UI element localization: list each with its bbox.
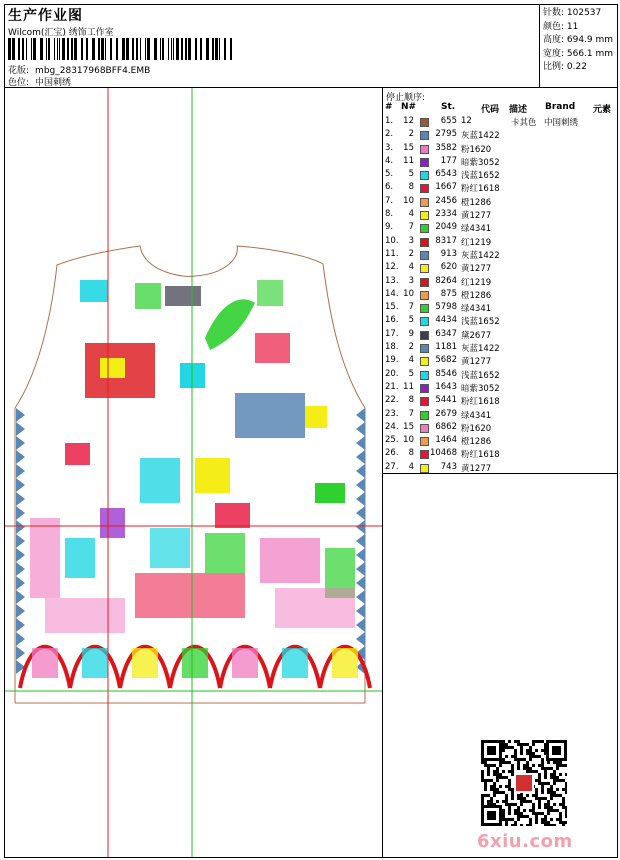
- row-code: 浅蓝1652: [461, 317, 500, 328]
- row-index: 2.: [385, 129, 394, 140]
- stop-sequence-row: [383, 289, 617, 302]
- row-needle: 10: [403, 195, 414, 206]
- stop-sequence-row: [383, 369, 617, 382]
- watermark: 6xiu.com: [477, 831, 573, 852]
- row-stitches: 6347: [435, 328, 457, 339]
- stop-sequence-row: [383, 182, 617, 195]
- row-code: 暗紫3052: [461, 157, 500, 168]
- row-code: 浅蓝1652: [461, 171, 500, 182]
- row-index: 10.: [385, 235, 399, 246]
- color-swatch: [420, 437, 429, 446]
- row-code: 粉红1618: [461, 450, 500, 461]
- stop-sequence-row: [383, 169, 617, 182]
- stop-sequence-row: [383, 209, 617, 222]
- row-stitches: 6862: [435, 421, 457, 432]
- color-swatch: [420, 251, 429, 260]
- row-stitches: 8546: [435, 368, 457, 379]
- row-code: 橙1286: [461, 290, 492, 301]
- row-needle: 7: [408, 408, 414, 419]
- row-index: 22.: [385, 395, 399, 406]
- color-swatch: [420, 224, 429, 233]
- color-swatch: [420, 171, 429, 180]
- stop-sequence-header: [383, 102, 617, 115]
- row-index: 17.: [385, 328, 399, 339]
- stop-sequence-row: [383, 329, 617, 342]
- row-code: 粉红1618: [461, 397, 500, 408]
- row-needle: 8: [408, 448, 414, 459]
- stop-sequence-rows: [383, 116, 617, 475]
- stop-sequence-row: [383, 276, 617, 289]
- color-swatch: [420, 264, 429, 273]
- color-swatch: [420, 411, 429, 420]
- company-name: Wilcom(汇宝) 绣饰工作室: [8, 28, 114, 38]
- design-file-value: mbg_28317968BFF4.EMB: [35, 66, 151, 76]
- row-code: 黄1277: [461, 463, 492, 474]
- row-index: 20.: [385, 368, 399, 379]
- row-needle: 8: [408, 182, 414, 193]
- row-needle: 5: [408, 315, 414, 326]
- row-index: 21.: [385, 381, 399, 392]
- stop-sequence-row: [383, 435, 617, 448]
- row-needle: 2: [408, 342, 414, 353]
- header-brand: Brand: [545, 102, 576, 112]
- row-stitches: 5682: [435, 355, 457, 366]
- row-stitches: 1643: [435, 381, 457, 392]
- row-index: 16.: [385, 315, 399, 326]
- row-code: 黄1277: [461, 357, 492, 368]
- row-needle: 7: [408, 302, 414, 313]
- row-needle: 15: [403, 142, 414, 153]
- row-stitches: 4434: [435, 315, 457, 326]
- colorway-label: 色位:: [8, 78, 30, 88]
- embroidery-preview: [5, 88, 383, 857]
- stop-sequence-row: [383, 448, 617, 461]
- row-stitches: 2049: [435, 222, 457, 233]
- design-width: 宽度: 566.1 mm: [543, 48, 614, 59]
- row-stitches: 620: [440, 262, 457, 273]
- row-needle: 9: [408, 328, 414, 339]
- row-code: 橙1286: [461, 197, 492, 208]
- color-swatch: [420, 238, 429, 247]
- row-needle: 4: [408, 461, 414, 472]
- stop-sequence-row: [383, 143, 617, 156]
- color-swatch: [420, 145, 429, 154]
- row-stitches: 875: [440, 288, 457, 299]
- colorway-field: [8, 75, 71, 88]
- header-info: [5, 5, 540, 88]
- row-code: 绿4341: [461, 224, 492, 235]
- stop-sequence-row: [383, 462, 617, 475]
- color-swatch: [420, 211, 429, 220]
- row-stitches: 1181: [435, 342, 457, 353]
- color-swatch: [420, 357, 429, 366]
- row-needle: 5: [408, 169, 414, 180]
- stop-sequence-title: 停止顺序:: [386, 93, 426, 103]
- color-swatch: [420, 384, 429, 393]
- row-needle: 10: [403, 288, 414, 299]
- row-code: 灰蓝1422: [461, 250, 500, 261]
- color-swatch: [420, 344, 429, 353]
- design-scale: 比例: 0.22: [543, 62, 587, 72]
- row-brand: 中国刺绣: [544, 118, 579, 128]
- row-needle: 5: [408, 368, 414, 379]
- color-swatch: [420, 184, 429, 193]
- row-needle: 8: [408, 395, 414, 406]
- color-count: 颜色: 11: [543, 21, 579, 32]
- row-index: 14.: [385, 288, 399, 299]
- row-stitches: 2795: [435, 129, 457, 140]
- row-code: 粉1620: [461, 144, 492, 155]
- stop-sequence-row: [383, 129, 617, 142]
- row-needle: 2: [408, 129, 414, 140]
- header-index: #: [385, 102, 393, 112]
- row-needle: 3: [408, 235, 414, 246]
- row-needle: 3: [408, 275, 414, 286]
- color-swatch: [420, 371, 429, 380]
- row-stitches: 1667: [435, 182, 457, 193]
- row-stitches: 10468: [429, 448, 457, 459]
- row-code: 暗紫3052: [461, 383, 500, 394]
- row-index: 12.: [385, 262, 399, 273]
- row-index: 25.: [385, 435, 399, 446]
- row-code: 浅蓝1652: [461, 370, 500, 381]
- colorway-value: 中国刺绣: [35, 78, 72, 88]
- row-code: 12: [461, 116, 472, 126]
- row-code: 红1219: [461, 277, 492, 288]
- stop-sequence-panel: [383, 88, 617, 474]
- row-stitches: 5798: [435, 302, 457, 313]
- color-swatch: [420, 397, 429, 406]
- row-code: 粉红1618: [461, 184, 500, 195]
- row-index: 6.: [385, 182, 394, 193]
- row-index: 4.: [385, 155, 394, 166]
- color-swatch: [420, 317, 429, 326]
- row-code: 黄1277: [461, 264, 492, 275]
- row-code: 绿4341: [461, 410, 492, 421]
- row-code: 黄1277: [461, 211, 492, 222]
- row-needle: 7: [408, 222, 414, 233]
- header-element: 元素: [593, 105, 612, 115]
- stop-sequence-row: [383, 156, 617, 169]
- barcode: [8, 38, 238, 60]
- row-code: 灰蓝1422: [461, 344, 500, 355]
- production-sheet: [4, 4, 618, 858]
- row-needle: 12: [403, 116, 414, 126]
- design-preview: [5, 88, 383, 857]
- stop-sequence-row: [383, 355, 617, 368]
- design-file-label: 花版:: [8, 66, 30, 76]
- stitch-count: 针数: 102537: [543, 8, 602, 18]
- color-swatch: [420, 450, 429, 459]
- row-code: 灰蓝1422: [461, 131, 500, 142]
- row-code: 红1219: [461, 237, 492, 248]
- row-index: 9.: [385, 222, 394, 233]
- row-code: 黛2677: [461, 330, 492, 341]
- stop-sequence-row: [383, 249, 617, 262]
- color-swatch: [420, 464, 429, 473]
- stop-sequence-row: [383, 302, 617, 315]
- header-stitches: St.: [441, 102, 456, 112]
- row-index: 15.: [385, 302, 399, 313]
- row-stitches: 743: [440, 461, 457, 472]
- row-needle: 10: [403, 435, 414, 446]
- header-needle: N#: [401, 102, 417, 112]
- stop-sequence-row: [383, 116, 617, 129]
- row-code: 粉1620: [461, 423, 492, 434]
- row-index: 26.: [385, 448, 399, 459]
- design-height: 高度: 694.9 mm: [543, 35, 614, 45]
- row-stitches: 913: [440, 248, 457, 259]
- row-needle: 2: [408, 248, 414, 259]
- row-stitches: 2679: [435, 408, 457, 419]
- row-needle: 11: [403, 155, 414, 166]
- stop-sequence-row: [383, 382, 617, 395]
- row-stitches: 177: [440, 155, 457, 166]
- row-needle: 11: [403, 381, 414, 392]
- row-needle: 4: [408, 262, 414, 273]
- row-index: 8.: [385, 209, 394, 220]
- stop-sequence-row: [383, 196, 617, 209]
- row-index: 13.: [385, 275, 399, 286]
- stop-sequence-row: [383, 342, 617, 355]
- color-swatch: [420, 118, 429, 127]
- row-description: 卡其色: [511, 118, 537, 128]
- row-index: 19.: [385, 355, 399, 366]
- row-stitches: 3582: [435, 142, 457, 153]
- color-swatch: [420, 424, 429, 433]
- row-stitches: 2456: [435, 195, 457, 206]
- row-index: 7.: [385, 195, 394, 206]
- stop-sequence-row: [383, 222, 617, 235]
- stop-sequence-row: [383, 315, 617, 328]
- row-stitches: 8264: [435, 275, 457, 286]
- row-index: 24.: [385, 421, 399, 432]
- row-needle: 15: [403, 421, 414, 432]
- header-description: 描述: [509, 105, 528, 115]
- stop-sequence-row: [383, 409, 617, 422]
- row-needle: 4: [408, 355, 414, 366]
- color-swatch: [420, 158, 429, 167]
- page-title: 生产作业图: [8, 8, 83, 24]
- row-code: 橙1286: [461, 437, 492, 448]
- row-index: 3.: [385, 142, 394, 153]
- row-stitches: 8317: [435, 235, 457, 246]
- row-index: 18.: [385, 342, 399, 353]
- row-code: 绿4341: [461, 304, 492, 315]
- qr-code: [481, 740, 567, 826]
- row-stitches: 5441: [435, 395, 457, 406]
- color-swatch: [420, 131, 429, 140]
- row-needle: 4: [408, 209, 414, 220]
- row-index: 11.: [385, 248, 399, 259]
- color-swatch: [420, 278, 429, 287]
- color-swatch: [420, 198, 429, 207]
- color-swatch: [420, 291, 429, 300]
- header-code: 代码: [481, 105, 500, 115]
- row-index: 5.: [385, 169, 394, 180]
- row-index: 27.: [385, 461, 399, 472]
- row-stitches: 1464: [435, 435, 457, 446]
- row-stitches: 2334: [435, 209, 457, 220]
- qr-logo: [516, 775, 532, 791]
- row-stitches: 655: [440, 116, 457, 126]
- garment-outline: [15, 246, 365, 703]
- stop-sequence-row: [383, 422, 617, 435]
- color-swatch: [420, 331, 429, 340]
- stop-sequence-row: [383, 262, 617, 275]
- row-stitches: 6543: [435, 169, 457, 180]
- row-index: 23.: [385, 408, 399, 419]
- color-swatch: [420, 304, 429, 313]
- stop-sequence-row: [383, 236, 617, 249]
- spec-panel: [540, 5, 617, 88]
- row-index: 1.: [385, 116, 394, 126]
- stop-sequence-row: [383, 395, 617, 408]
